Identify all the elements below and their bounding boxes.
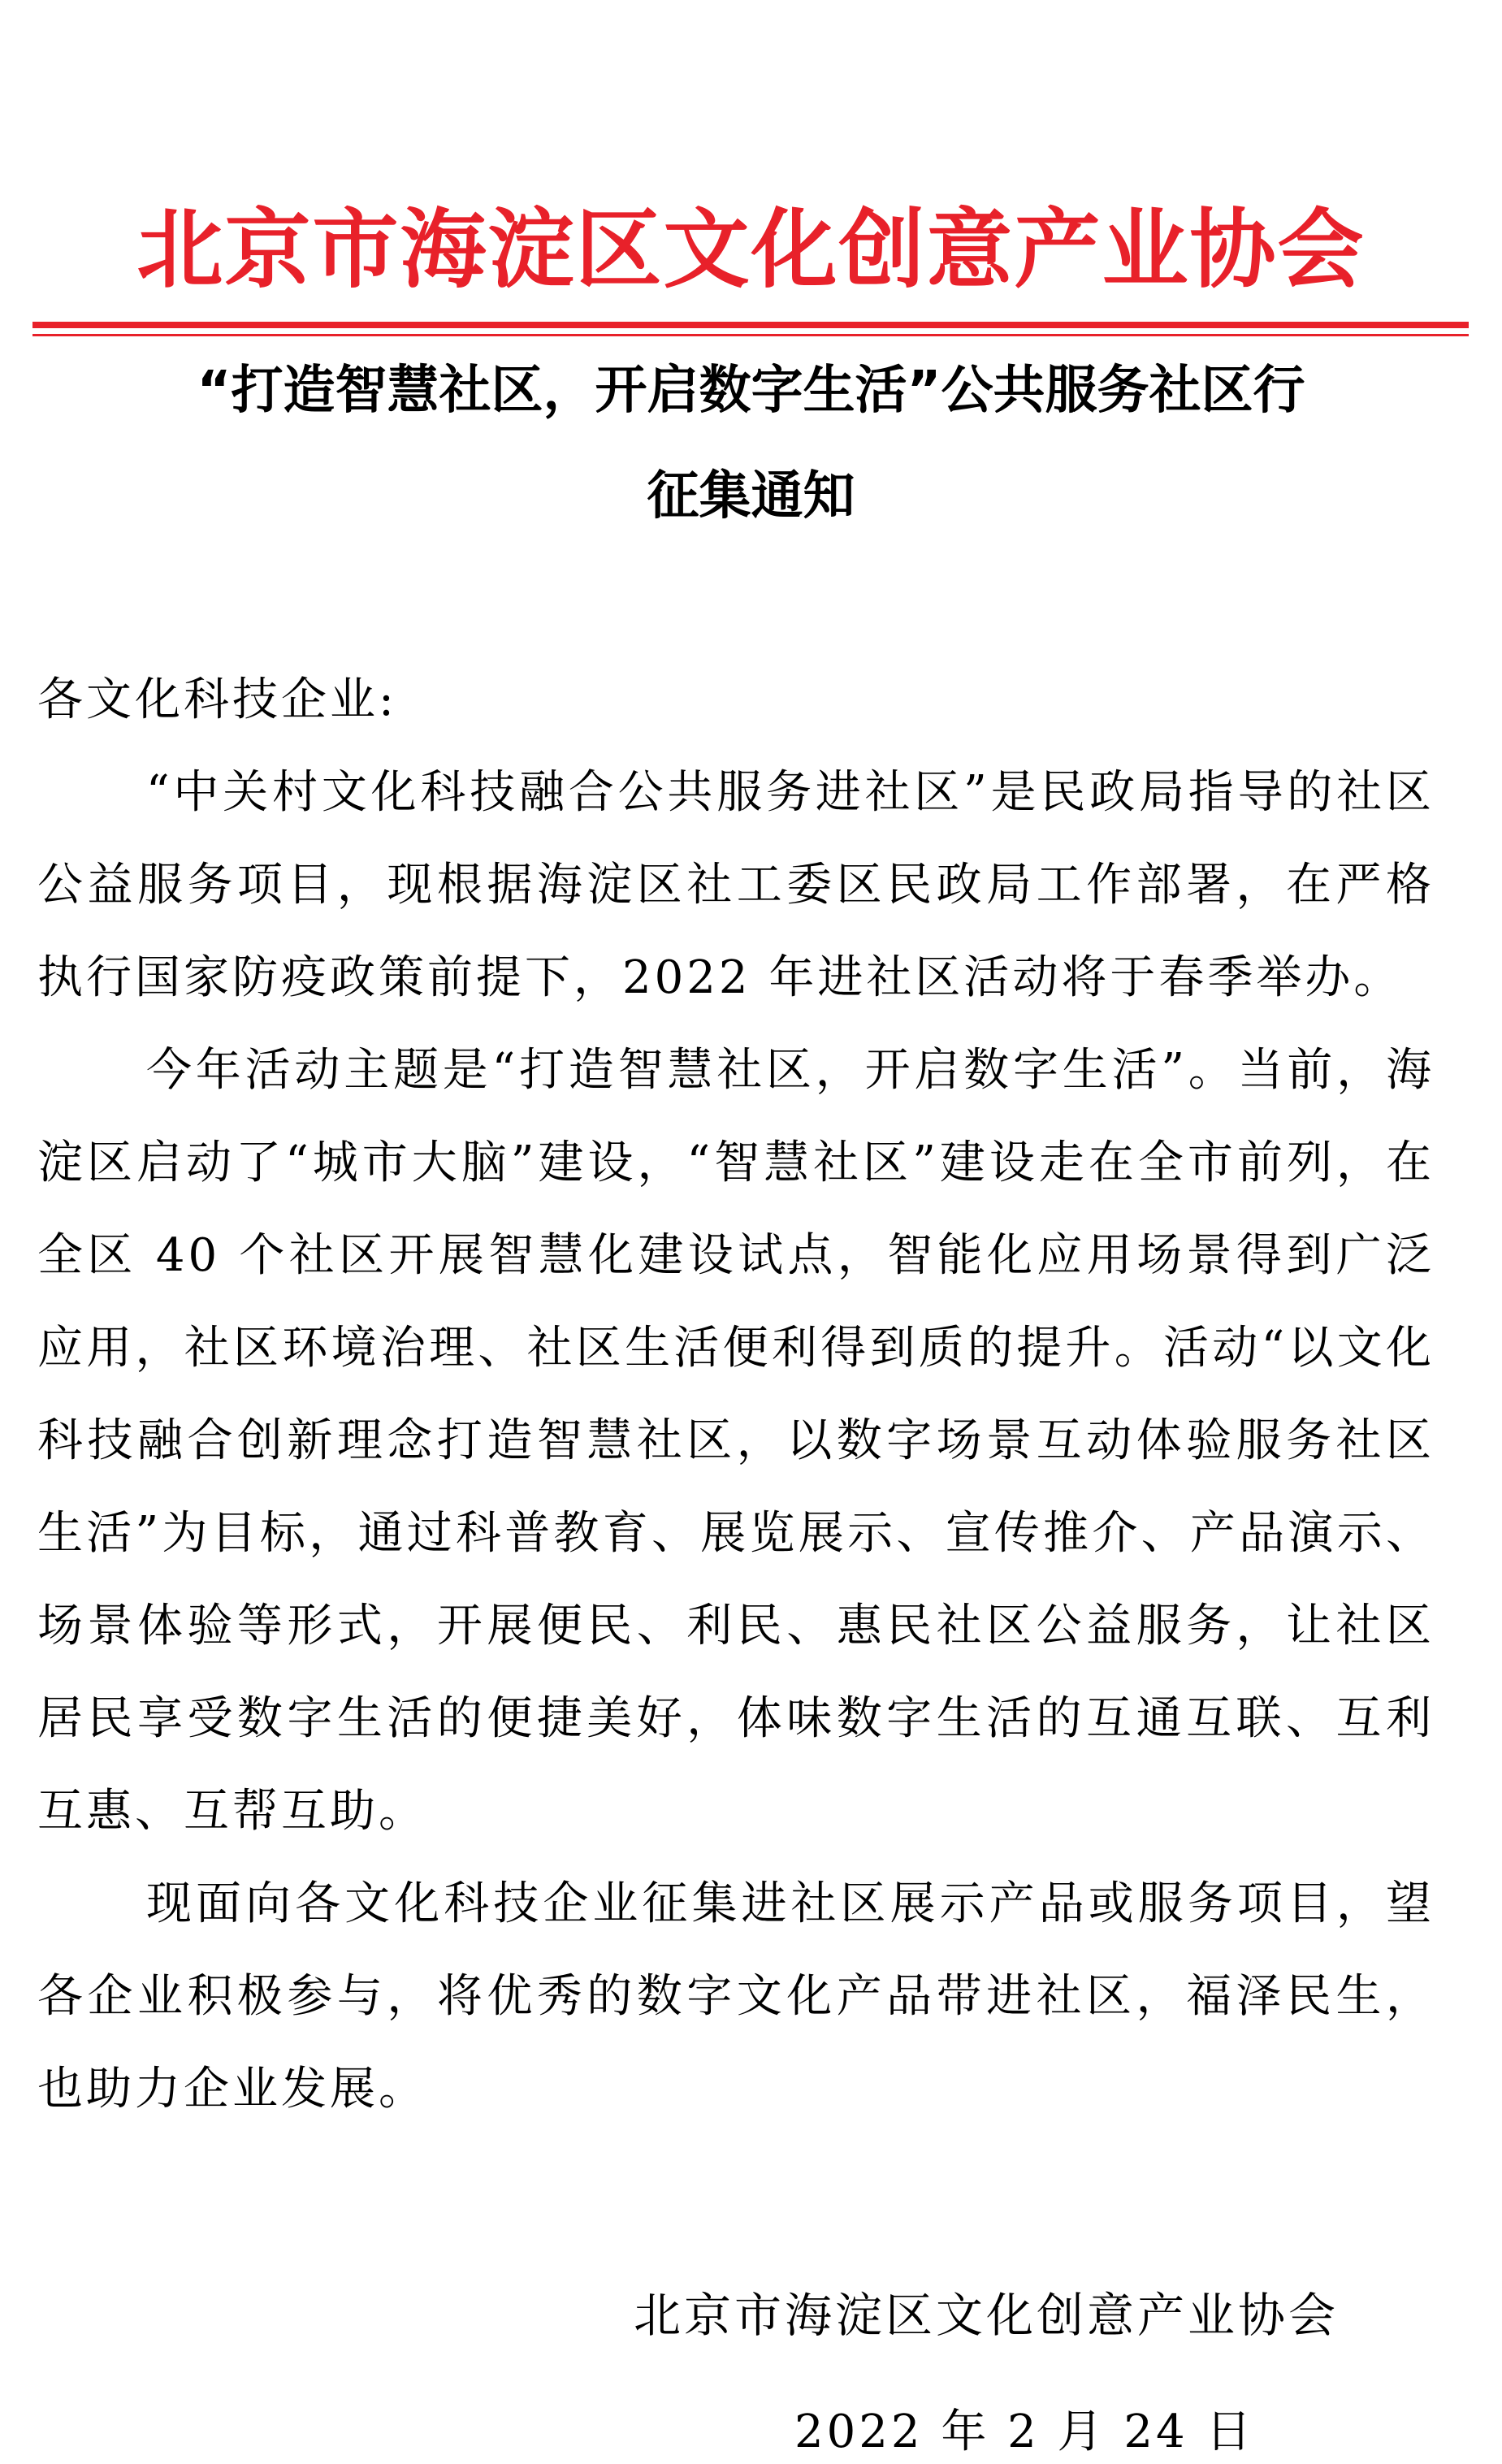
salutation: 各文化科技企业: [37, 673, 397, 726]
paragraph-call: 现面向各文化科技企业征集进社区展示产品或服务项目，望各企业积极参与，将优秀的数字文化产品带进社区，福泽民生，也助力企业发展。 [37, 1877, 1435, 2115]
document-title-line1: “打造智慧社区，开启数字生活”公共服务社区行 [197, 361, 1305, 421]
document-title-line2: 征集通知 [647, 466, 855, 526]
document-body [37, 654, 1435, 2136]
letterhead-title: 北京市海淀区文化创意产业协会 [136, 198, 1366, 300]
signature-date: 2022 年 2 月 24 日 [794, 2406, 1255, 2458]
letterhead-rule-thick [32, 322, 1469, 328]
paragraph-theme: 今年活动主题是“打造智慧社区，开启数字生活”。当前，海淀区启动了“城市大脑”建设，“智慧社区”建设走在全市前列，在全区 40 个社区开展智慧化建设试点，智能化应用场景得到广泛应用，社区环境治理、社区生活便利得到质的提升。活动“以文化科技融合创新理念打造智慧社区，以数字场景互动体验服务社区生活”为目标，通过科普教育、展览展示、宣传推介、产品演示、场景体验等形式，开展便民、利民、惠民社区公益服务，让社区居民享受数字生活的便捷美好，体味数字生活的互通互联、互利互惠、互帮互助。 [37, 1044, 1435, 1838]
signature-org: 北京市海淀区文化创意产业协会 [634, 2288, 1340, 2343]
paragraph-intro: “中关村文化科技融合公共服务进社区”是民政局指导的社区公益服务项目，现根据海淀区社工委区民政局工作部署，在严格执行国家防疫政策前提下，2022 年进社区活动将于春季举办。 [37, 766, 1435, 1004]
letterhead-rule-thin [32, 334, 1469, 336]
